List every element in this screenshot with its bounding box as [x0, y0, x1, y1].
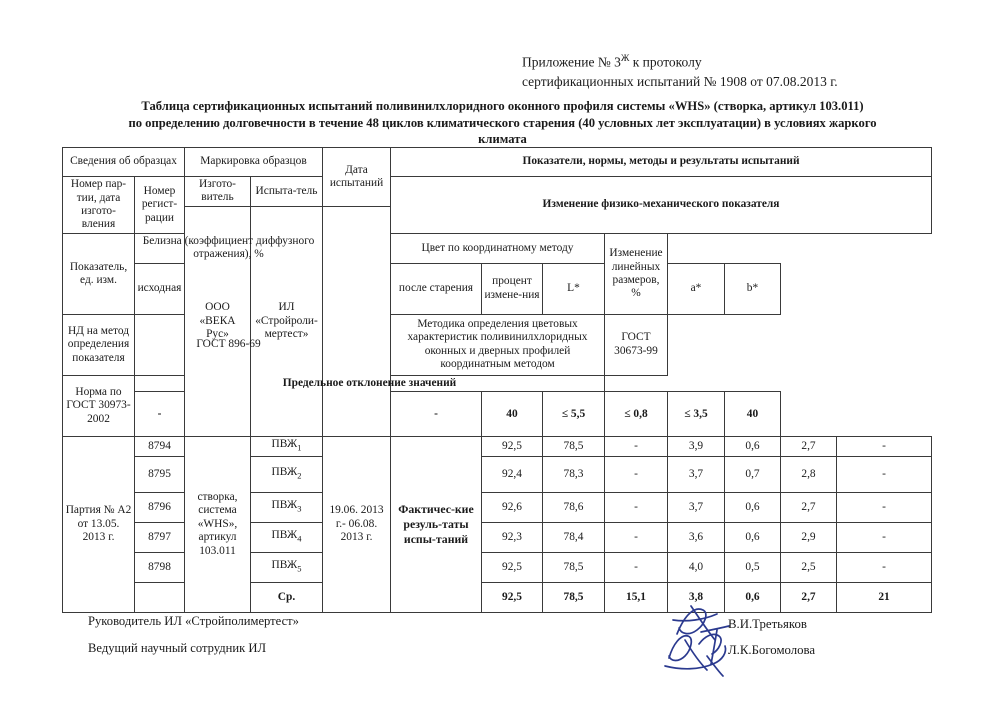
- cell-average-label: Ср.: [251, 582, 323, 612]
- avg-izmenenie-lineynyh: 21: [837, 582, 932, 612]
- cell-a-star: 0,6: [725, 437, 781, 457]
- cell-fakticheskie-rezultaty: Фактичес-кие резуль-таты испы-таний: [391, 437, 482, 613]
- cell-procent-izmeneniya: -: [605, 437, 668, 457]
- cell-partiya-info: Партия № А2 от 13.05. 2013 г.: [63, 437, 135, 613]
- cell-L-star: 4,0: [668, 552, 725, 582]
- name-bogomolova: Л.К.Богомолова: [728, 643, 816, 657]
- avg-posle-stareniya: 78,5: [543, 582, 605, 612]
- avg-b-star: 2,7: [781, 582, 837, 612]
- norm-b-star: ≤ 3,5: [668, 392, 725, 437]
- cell-b-star: 2,5: [781, 552, 837, 582]
- header-predelnoe-otklonenie: Предельное отклонение значений: [135, 375, 605, 391]
- appendix-line-1-post: к протоколу: [629, 54, 702, 70]
- cell-izmenenie-lineynyh: -: [837, 492, 932, 522]
- norm-procent-izmeneniya: 40: [482, 392, 543, 437]
- header-norma-po-gost: Норма по ГОСТ 30973-2002: [63, 375, 135, 436]
- header-posle-stareniya: после старения: [391, 263, 482, 314]
- cell-a-star: 0,6: [725, 522, 781, 552]
- cell-a-star: 0,5: [725, 552, 781, 582]
- results-table-wrapper: [62, 147, 931, 613]
- cell-a-star: 0,7: [725, 456, 781, 492]
- header-nomer-registracii: Номер регист-рации: [135, 177, 185, 234]
- header-L-star: L*: [543, 263, 605, 314]
- cell-date-range: 19.06. 2013 г.- 06.08. 2013 г.: [323, 437, 391, 613]
- cell-izmenenie-lineynyh: -: [837, 456, 932, 492]
- cell-izmenenie-lineynyh: -: [837, 522, 932, 552]
- cell-metodika-opredeleniya: Методика определения цветовых характеристик поливинилхлоридных оконных и дверных профилей координатным методом: [391, 314, 605, 375]
- cell-procent-izmeneniya: -: [605, 456, 668, 492]
- header-izgotovitel: Изгото-витель: [185, 177, 251, 207]
- avg-ishodnaya: 92,5: [482, 582, 543, 612]
- avg-L-star: 3,8: [668, 582, 725, 612]
- header-markirovka: Маркировка образцов: [185, 148, 323, 177]
- cell-mark-sample: $ПВЖ_1$: [251, 437, 323, 457]
- cell-il-stroypolimertest: ИЛ «Стройроли-мертест»: [251, 206, 323, 436]
- cell-date-empty: [323, 206, 391, 436]
- signature-roles: [88, 608, 299, 662]
- appendix-superscript: Ж: [620, 54, 630, 64]
- cell-procent-izmeneniya: -: [605, 522, 668, 552]
- header-ispytatel: Испыта-тель: [251, 177, 323, 207]
- header-izmenenie-fiz-meh: Изменение физико-механического показателя: [391, 177, 932, 234]
- table-header-row-3: [63, 234, 932, 264]
- cell-procent-izmeneniya: -: [605, 552, 668, 582]
- cell-b-star: 2,7: [781, 437, 837, 457]
- cell-b-star: 2,9: [781, 522, 837, 552]
- norm-izmenenie-lineynyh: 40: [725, 392, 781, 437]
- cell-mark-sample: $ПВЖ_5$: [251, 552, 323, 582]
- table-header-row-1: [63, 148, 932, 177]
- cell-b-star: 2,7: [781, 492, 837, 522]
- cell-mark-sample: $ПВЖ_3$: [251, 492, 323, 522]
- cell-reg-number: 8798: [135, 552, 185, 582]
- cell-reg-number: 8797: [135, 522, 185, 552]
- title-line-3: климата: [478, 132, 527, 146]
- header-nd-na-metod: НД на метод определения показателя: [63, 314, 135, 375]
- header-pokazateli: Показатели, нормы, методы и результаты испытаний: [391, 148, 932, 177]
- norm-a-star: ≤ 0,8: [605, 392, 668, 437]
- role-rukovoditel: Руководитель ИЛ «Стройполимертест»: [88, 614, 299, 628]
- title-line-2: по определению долговечности в течение 48 циклов климатического старения (40 условных лет эксплуатации) в условиях жаркого: [128, 115, 877, 130]
- header-procent-izmeneniya: процент измене-ния: [482, 263, 543, 314]
- table-row: [63, 437, 932, 457]
- appendix-line-1-pre: Приложение № 3: [522, 54, 621, 70]
- header-ishodnaya: исходная: [135, 263, 185, 314]
- cell-ishodnaya: 92,6: [482, 492, 543, 522]
- cell-mark-sample: $ПВЖ_2$: [251, 456, 323, 492]
- table-nd-method-row: [63, 314, 932, 375]
- norm-ishodnaya: -: [135, 392, 185, 437]
- cell-izmenenie-lineynyh: -: [837, 437, 932, 457]
- cell-posle-stareniya: 78,5: [543, 552, 605, 582]
- cell-L-star: 3,6: [668, 522, 725, 552]
- header-data-ispytaniy: Дата испытаний: [323, 148, 391, 207]
- title-line-1: Таблица сертификационных испытаний поливинилхлоридного оконного профиля системы «WHS» (створка, артикул 103.011): [141, 99, 864, 113]
- cell-izmenenie-lineynyh: -: [837, 552, 932, 582]
- norm-L-star: ≤ 5,5: [543, 392, 605, 437]
- cell-a-star: 0,6: [725, 492, 781, 522]
- cell-ishodnaya: 92,3: [482, 522, 543, 552]
- cell-stvorka-info: створка, система «WHS», артикул 103.011: [185, 437, 251, 613]
- norm-posle-stareniya: -: [391, 392, 482, 437]
- cell-posle-stareniya: 78,3: [543, 456, 605, 492]
- cell-posle-stareniya: 78,5: [543, 437, 605, 457]
- cell-reg-number: 8795: [135, 456, 185, 492]
- avg-a-star: 0,6: [725, 582, 781, 612]
- cell-reg-number: 8794: [135, 437, 185, 457]
- cell-ishodnaya: 92,5: [482, 552, 543, 582]
- cell-gost-30673-99: ГОСТ 30673-99: [605, 314, 668, 375]
- cell-procent-izmeneniya: -: [605, 492, 668, 522]
- table-norms-header-row: [63, 375, 932, 391]
- cell-mark-sample: $ПВЖ_4$: [251, 522, 323, 552]
- header-izmenenie-lineynyh: Изменение линейных размеров, %: [605, 234, 668, 315]
- results-table: [62, 147, 932, 613]
- header-svedeniya: Сведения об образцах: [63, 148, 185, 177]
- table-header-row-2: [63, 177, 932, 207]
- cell-reg-number: 8796: [135, 492, 185, 522]
- header-pokazatel-ed-izm: Показатель, ед. изм.: [63, 234, 135, 315]
- header-belizna: Белизна (коэффициент диффузного отражения), %: [135, 234, 323, 264]
- header-b-star: b*: [725, 263, 781, 314]
- cell-ooo-veka-rus: ООО «ВЕКА Рус»: [185, 206, 251, 436]
- appendix-header: [522, 50, 838, 91]
- role-vedushchiy-sotrudnik: Ведущий научный сотрудник ИЛ: [88, 641, 267, 655]
- appendix-line-2: сертификационных испытаний № 1908 от 07.08.2013 г.: [522, 73, 838, 89]
- header-a-star: a*: [668, 263, 725, 314]
- cell-posle-stareniya: 78,4: [543, 522, 605, 552]
- cell-L-star: 3,9: [668, 437, 725, 457]
- appendix-line-1: [522, 50, 838, 72]
- page-title: [60, 98, 945, 148]
- cell-gost-896-69: ГОСТ 896-69: [135, 314, 323, 375]
- cell-ishodnaya: 92,4: [482, 456, 543, 492]
- cell-L-star: 3,7: [668, 492, 725, 522]
- cell-posle-stareniya: 78,6: [543, 492, 605, 522]
- cell-ishodnaya: 92,5: [482, 437, 543, 457]
- header-nomer-partii: Номер пар-тии, дата изгото-вления: [63, 177, 135, 234]
- cell-L-star: 3,7: [668, 456, 725, 492]
- cell-b-star: 2,8: [781, 456, 837, 492]
- signature-names: [728, 611, 815, 663]
- header-cvet-koordinatny: Цвет по координатному методу: [391, 234, 605, 264]
- avg-procent-izmeneniya: 15,1: [605, 582, 668, 612]
- name-tretyakov: В.И.Третьяков: [728, 617, 807, 631]
